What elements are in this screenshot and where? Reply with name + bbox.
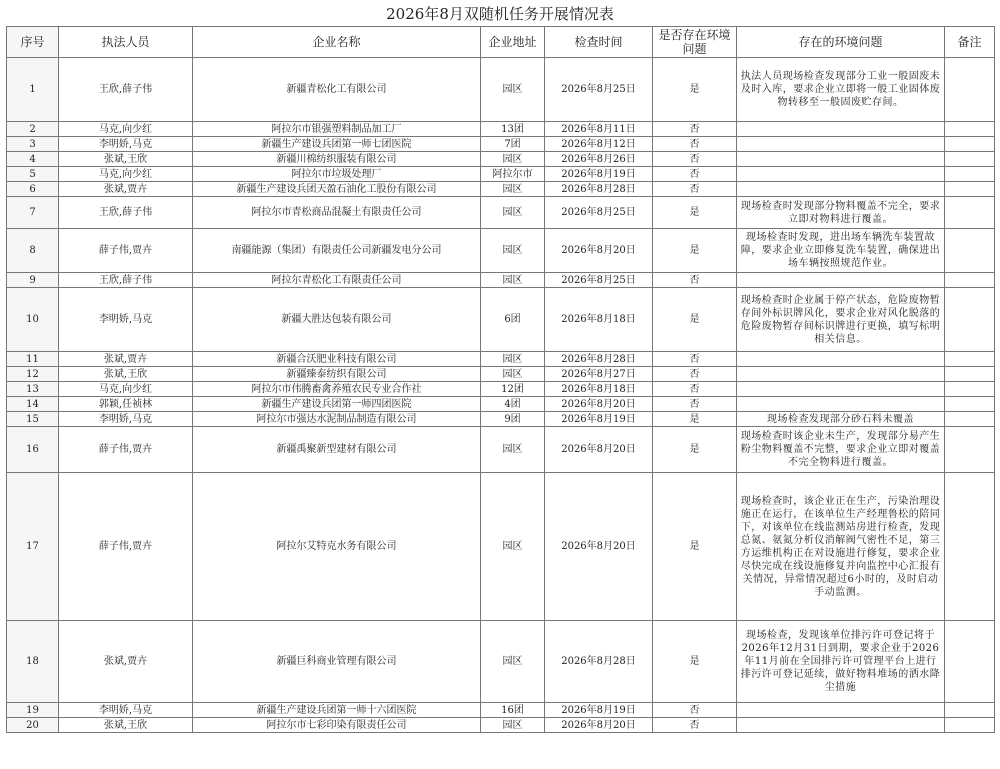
header-staff: 执法人员 — [59, 27, 193, 58]
header-no: 序号 — [7, 27, 59, 58]
note-cell — [945, 152, 995, 167]
address-cell: 园区 — [481, 473, 545, 621]
issue-cell: 现场检查时发现部分物料覆盖不完全，要求立即对物料进行覆盖。 — [737, 197, 945, 229]
issue-cell: 现场检查，发现该单位排污许可登记将于2026年12月31日到期，要求企业于2026年11月前在全国排污许可管理平台上进行排污许可登记延续，做好物料堆场的洒水降尘措施 — [737, 621, 945, 703]
date-cell: 2026年8月25日 — [545, 273, 653, 288]
has-issue-cell: 否 — [653, 182, 737, 197]
date-cell: 2026年8月25日 — [545, 197, 653, 229]
company-cell: 新疆合沃肥业科技有限公司 — [193, 352, 481, 367]
issue-cell: 现场检查发现部分砂石料未覆盖 — [737, 412, 945, 427]
address-cell: 园区 — [481, 152, 545, 167]
issue-cell — [737, 382, 945, 397]
issue-cell — [737, 703, 945, 718]
company-cell: 新疆青松化工有限公司 — [193, 58, 481, 122]
note-cell — [945, 473, 995, 621]
issue-cell — [737, 182, 945, 197]
table-row — [7, 58, 995, 122]
date-cell: 2026年8月27日 — [545, 367, 653, 382]
date-cell: 2026年8月12日 — [545, 137, 653, 152]
issue-cell — [737, 718, 945, 733]
company-cell: 新疆生产建设兵团第一师七团医院 — [193, 137, 481, 152]
address-cell: 园区 — [481, 352, 545, 367]
staff-cell: 李明娇,马克 — [59, 288, 193, 352]
table-row — [7, 352, 995, 367]
date-cell: 2026年8月20日 — [545, 397, 653, 412]
table-row — [7, 621, 995, 703]
issue-cell: 现场检查时该企业未生产，发现部分易产生粉尘物料覆盖不完整，要求企业立即对覆盖不完全物料进行覆盖。 — [737, 427, 945, 473]
row-number: 17 — [7, 473, 59, 621]
date-cell: 2026年8月20日 — [545, 229, 653, 273]
row-number: 15 — [7, 412, 59, 427]
has-issue-cell: 否 — [653, 397, 737, 412]
date-cell: 2026年8月11日 — [545, 122, 653, 137]
staff-cell: 薛子伟,贾卉 — [59, 229, 193, 273]
address-cell: 16团 — [481, 703, 545, 718]
issue-cell — [737, 367, 945, 382]
has-issue-cell: 是 — [653, 427, 737, 473]
note-cell — [945, 288, 995, 352]
has-issue-cell: 否 — [653, 167, 737, 182]
table-row — [7, 382, 995, 397]
row-number: 19 — [7, 703, 59, 718]
table-row — [7, 182, 995, 197]
note-cell — [945, 412, 995, 427]
date-cell: 2026年8月26日 — [545, 152, 653, 167]
address-cell: 园区 — [481, 718, 545, 733]
staff-cell: 王欣,薛子伟 — [59, 273, 193, 288]
address-cell: 7团 — [481, 137, 545, 152]
staff-cell: 薛子伟,贾卉 — [59, 473, 193, 621]
header-date: 检查时间 — [545, 27, 653, 58]
header-issue: 存在的环境问题 — [737, 27, 945, 58]
row-number: 12 — [7, 367, 59, 382]
note-cell — [945, 197, 995, 229]
note-cell — [945, 718, 995, 733]
note-cell — [945, 352, 995, 367]
company-cell: 阿拉尔市强达水泥制品制造有限公司 — [193, 412, 481, 427]
row-number: 13 — [7, 382, 59, 397]
date-cell: 2026年8月19日 — [545, 703, 653, 718]
has-issue-cell: 否 — [653, 703, 737, 718]
issue-cell: 现场检查时企业属于停产状态，危险废物暂存间外标识牌风化，要求企业对风化脱落的危险废物暂存间标识牌进行更换，填写标明相关信息。 — [737, 288, 945, 352]
staff-cell: 张斌,王欣 — [59, 152, 193, 167]
address-cell: 园区 — [481, 197, 545, 229]
table-row — [7, 397, 995, 412]
header-address: 企业地址 — [481, 27, 545, 58]
table-row — [7, 703, 995, 718]
table-row — [7, 122, 995, 137]
address-cell: 6团 — [481, 288, 545, 352]
staff-cell: 张斌,王欣 — [59, 718, 193, 733]
row-number: 5 — [7, 167, 59, 182]
date-cell: 2026年8月28日 — [545, 352, 653, 367]
issue-cell — [737, 352, 945, 367]
row-number: 11 — [7, 352, 59, 367]
note-cell — [945, 167, 995, 182]
company-cell: 阿拉尔市七彩印染有限责任公司 — [193, 718, 481, 733]
note-cell — [945, 367, 995, 382]
note-cell — [945, 273, 995, 288]
row-number: 1 — [7, 58, 59, 122]
table-row — [7, 229, 995, 273]
company-cell: 新疆生产建设兵团第一师四团医院 — [193, 397, 481, 412]
row-number: 7 — [7, 197, 59, 229]
address-cell: 园区 — [481, 182, 545, 197]
table-row — [7, 167, 995, 182]
row-number: 4 — [7, 152, 59, 167]
company-cell: 阿拉尔艾特克水务有限公司 — [193, 473, 481, 621]
note-cell — [945, 397, 995, 412]
has-issue-cell: 否 — [653, 367, 737, 382]
company-cell: 阿拉尔市垃圾处理厂 — [193, 167, 481, 182]
has-issue-cell: 是 — [653, 621, 737, 703]
issue-cell — [737, 167, 945, 182]
company-cell: 阿拉尔青松化工有限责任公司 — [193, 273, 481, 288]
company-cell: 新疆生产建设兵团天盈石油化工股份有限公司 — [193, 182, 481, 197]
address-cell: 4团 — [481, 397, 545, 412]
address-cell: 园区 — [481, 229, 545, 273]
date-cell: 2026年8月19日 — [545, 412, 653, 427]
has-issue-cell: 否 — [653, 122, 737, 137]
row-number: 14 — [7, 397, 59, 412]
staff-cell: 薛子伟,贾卉 — [59, 427, 193, 473]
issue-cell: 现场检查时发现，进出场车辆洗车装置故障，要求企业立即修复洗车装置，确保进出场车辆按照规范作业。 — [737, 229, 945, 273]
staff-cell: 张斌,贾卉 — [59, 352, 193, 367]
row-number: 20 — [7, 718, 59, 733]
note-cell — [945, 703, 995, 718]
row-number: 16 — [7, 427, 59, 473]
header-has-issue: 是否存在环境问题 — [653, 27, 737, 58]
has-issue-cell: 否 — [653, 718, 737, 733]
table-row — [7, 412, 995, 427]
has-issue-cell: 是 — [653, 412, 737, 427]
table-row — [7, 152, 995, 167]
staff-cell: 马克,向少红 — [59, 122, 193, 137]
has-issue-cell: 是 — [653, 229, 737, 273]
has-issue-cell: 否 — [653, 152, 737, 167]
staff-cell: 马克,向少红 — [59, 382, 193, 397]
row-number: 10 — [7, 288, 59, 352]
staff-cell: 张斌,贾卉 — [59, 621, 193, 703]
staff-cell: 王欣,薛子伟 — [59, 197, 193, 229]
header-company: 企业名称 — [193, 27, 481, 58]
address-cell: 园区 — [481, 273, 545, 288]
issue-cell — [737, 397, 945, 412]
note-cell — [945, 137, 995, 152]
address-cell: 9团 — [481, 412, 545, 427]
note-cell — [945, 122, 995, 137]
date-cell: 2026年8月28日 — [545, 182, 653, 197]
date-cell: 2026年8月20日 — [545, 718, 653, 733]
note-cell — [945, 58, 995, 122]
company-cell: 新疆巨科商业管理有限公司 — [193, 621, 481, 703]
note-cell — [945, 427, 995, 473]
address-cell: 园区 — [481, 367, 545, 382]
has-issue-cell: 是 — [653, 58, 737, 122]
row-number: 2 — [7, 122, 59, 137]
row-number: 8 — [7, 229, 59, 273]
staff-cell: 李明娇,马克 — [59, 137, 193, 152]
address-cell: 园区 — [481, 58, 545, 122]
company-cell: 新疆禹聚新型建材有限公司 — [193, 427, 481, 473]
staff-cell: 马克,向少红 — [59, 167, 193, 182]
address-cell: 13团 — [481, 122, 545, 137]
note-cell — [945, 182, 995, 197]
table-row — [7, 473, 995, 621]
date-cell: 2026年8月18日 — [545, 382, 653, 397]
table-row — [7, 137, 995, 152]
table-row — [7, 367, 995, 382]
date-cell: 2026年8月18日 — [545, 288, 653, 352]
address-cell: 阿拉尔市 — [481, 167, 545, 182]
staff-cell: 李明娇,马克 — [59, 703, 193, 718]
company-cell: 新疆川棉纺织服装有限公司 — [193, 152, 481, 167]
row-number: 6 — [7, 182, 59, 197]
issue-cell: 现场检查时，该企业正在生产，污染治理设施正在运行，在该单位生产经理鲁松的陪同下，对该单位在线监测站房进行检查，发现总氮、氨氮分析仪消解阀气密性不足，第三方运维机构正在对设施进行修复，要求企业尽快完成在线设施修复并向监控中心汇报有关情况，异常情况超过6小时的，及时启动手动监测。 — [737, 473, 945, 621]
company-cell: 新疆臻泰纺织有限公司 — [193, 367, 481, 382]
has-issue-cell: 是 — [653, 288, 737, 352]
has-issue-cell: 是 — [653, 197, 737, 229]
row-number: 9 — [7, 273, 59, 288]
company-cell: 阿拉尔市青松商品混凝土有限责任公司 — [193, 197, 481, 229]
company-cell: 阿拉尔市银强塑料制品加工厂 — [193, 122, 481, 137]
issue-cell — [737, 152, 945, 167]
date-cell: 2026年8月25日 — [545, 58, 653, 122]
issue-cell — [737, 122, 945, 137]
header-row — [7, 27, 995, 58]
issue-cell — [737, 137, 945, 152]
staff-cell: 张斌,王欣 — [59, 367, 193, 382]
has-issue-cell: 否 — [653, 382, 737, 397]
table-row — [7, 273, 995, 288]
row-number: 18 — [7, 621, 59, 703]
table-row — [7, 197, 995, 229]
table-row — [7, 427, 995, 473]
date-cell: 2026年8月19日 — [545, 167, 653, 182]
staff-cell: 张斌,贾卉 — [59, 182, 193, 197]
has-issue-cell: 否 — [653, 137, 737, 152]
row-number: 3 — [7, 137, 59, 152]
issue-cell — [737, 273, 945, 288]
has-issue-cell: 否 — [653, 352, 737, 367]
date-cell: 2026年8月28日 — [545, 621, 653, 703]
staff-cell: 郭颖,任祯林 — [59, 397, 193, 412]
company-cell: 新疆大胜达包装有限公司 — [193, 288, 481, 352]
table-row — [7, 288, 995, 352]
header-note: 备注 — [945, 27, 995, 58]
note-cell — [945, 229, 995, 273]
address-cell: 园区 — [481, 621, 545, 703]
date-cell: 2026年8月20日 — [545, 473, 653, 621]
address-cell: 园区 — [481, 427, 545, 473]
inspection-table — [6, 26, 995, 733]
staff-cell: 李明娇,马克 — [59, 412, 193, 427]
address-cell: 12团 — [481, 382, 545, 397]
table-title: 2026年8月双随机任务开展情况表 — [386, 5, 614, 23]
table-row — [7, 718, 995, 733]
has-issue-cell: 否 — [653, 273, 737, 288]
note-cell — [945, 621, 995, 703]
has-issue-cell: 是 — [653, 473, 737, 621]
company-cell: 南疆能源（集团）有限责任公司新疆发电分公司 — [193, 229, 481, 273]
company-cell: 阿拉尔市伟腾畜禽养殖农民专业合作社 — [193, 382, 481, 397]
note-cell — [945, 382, 995, 397]
staff-cell: 王欣,薛子伟 — [59, 58, 193, 122]
company-cell: 新疆生产建设兵团第一师十六团医院 — [193, 703, 481, 718]
date-cell: 2026年8月20日 — [545, 427, 653, 473]
issue-cell: 执法人员现场检查发现部分工业一般固废未及时入库，要求企业立即将一般工业固体废物转移至一般固废贮存间。 — [737, 58, 945, 122]
